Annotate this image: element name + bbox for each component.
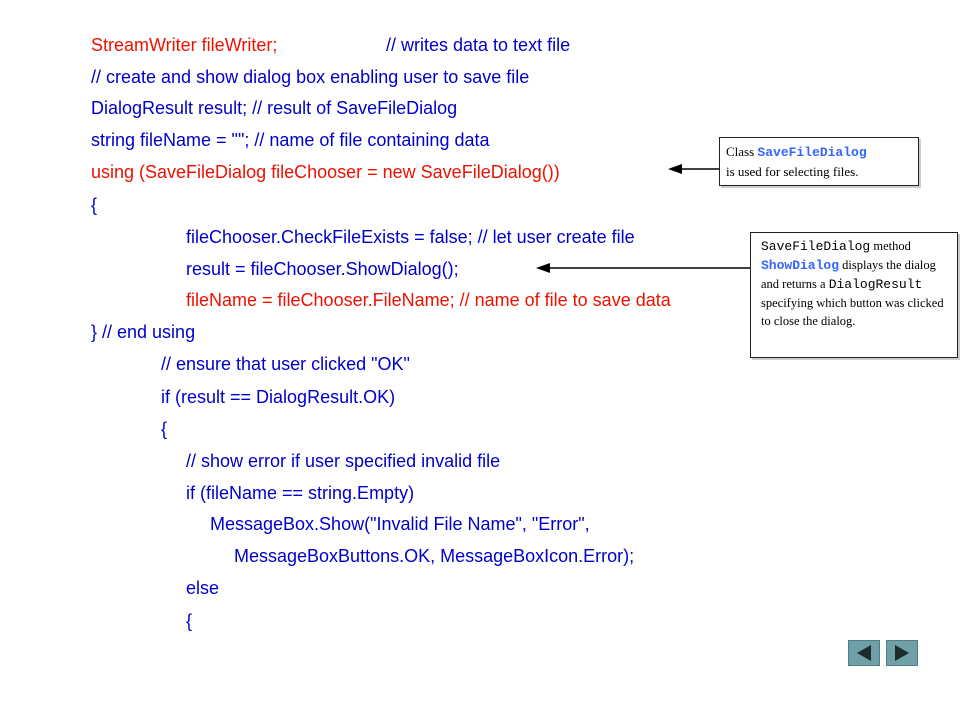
triangle-left-icon <box>849 641 879 665</box>
code-line-stream-writer-decl: StreamWriter fileWriter; <box>91 35 278 55</box>
callout-2-code-3: DialogResult <box>828 277 923 292</box>
callout-2-code-2: ShowDialog <box>761 258 840 273</box>
code-line-else: else <box>186 578 220 598</box>
arrow-to-show-dialog-line <box>536 263 750 273</box>
code-line-stream-writer-comment: // writes data to text file <box>386 35 571 55</box>
code-line-open-brace-2: { <box>161 419 168 439</box>
code-line-filename-assign: fileName = fileChooser.FileName; // name of file to save data <box>186 290 671 310</box>
callout-1-prefix: Class <box>726 144 758 159</box>
callout-1-suffix: is used for selecting files. <box>726 164 859 179</box>
code-line-show-dialog: result = fileChooser.ShowDialog(); <box>186 259 459 279</box>
code-line-comment-ensure-ok: // ensure that user clicked "OK" <box>161 354 410 374</box>
callout-1-code: SaveFileDialog <box>757 145 867 160</box>
code-line-if-filename-empty: if (fileName == string.Empty) <box>186 483 415 503</box>
code-line-end-using: } // end using <box>91 322 196 342</box>
arrow-to-using-line <box>668 164 719 174</box>
code-line-string-filename: string fileName = ""; // name of file containing data <box>91 130 490 150</box>
code-line-messagebox-args: MessageBoxButtons.OK, MessageBoxIcon.Error); <box>234 546 635 566</box>
code-line-if-result-ok: if (result == DialogResult.OK) <box>161 387 396 407</box>
callout-savefiledialog-class <box>719 137 919 186</box>
code-line-dialog-result: DialogResult result; // result of SaveFileDialog <box>91 98 458 118</box>
code-line-using: using (SaveFileDialog fileChooser = new SaveFileDialog()) <box>91 162 560 182</box>
code-line-open-brace-3: { <box>186 611 193 631</box>
callout-2-text-1: method <box>870 239 911 253</box>
callout-2-text-2: displays the dialog and returns a <box>761 258 936 291</box>
code-line-messagebox-show: MessageBox.Show("Invalid File Name", "Error", <box>210 514 590 534</box>
code-line-comment-create-show: // create and show dialog box enabling user to save file <box>91 67 530 87</box>
callout-2-text-3: specifying which button was clicked to close the dialog. <box>761 296 944 328</box>
next-slide-button[interactable] <box>886 640 918 666</box>
previous-slide-button[interactable] <box>848 640 880 666</box>
code-line-check-file-exists: fileChooser.CheckFileExists = false; // let user create file <box>186 227 635 247</box>
callout-showdialog-method <box>750 232 958 358</box>
code-line-open-brace-1: { <box>91 195 98 215</box>
code-line-comment-show-error: // show error if user specified invalid file <box>186 451 501 471</box>
callout-2-code-1: SaveFileDialog <box>761 239 871 254</box>
triangle-right-icon <box>887 641 917 665</box>
